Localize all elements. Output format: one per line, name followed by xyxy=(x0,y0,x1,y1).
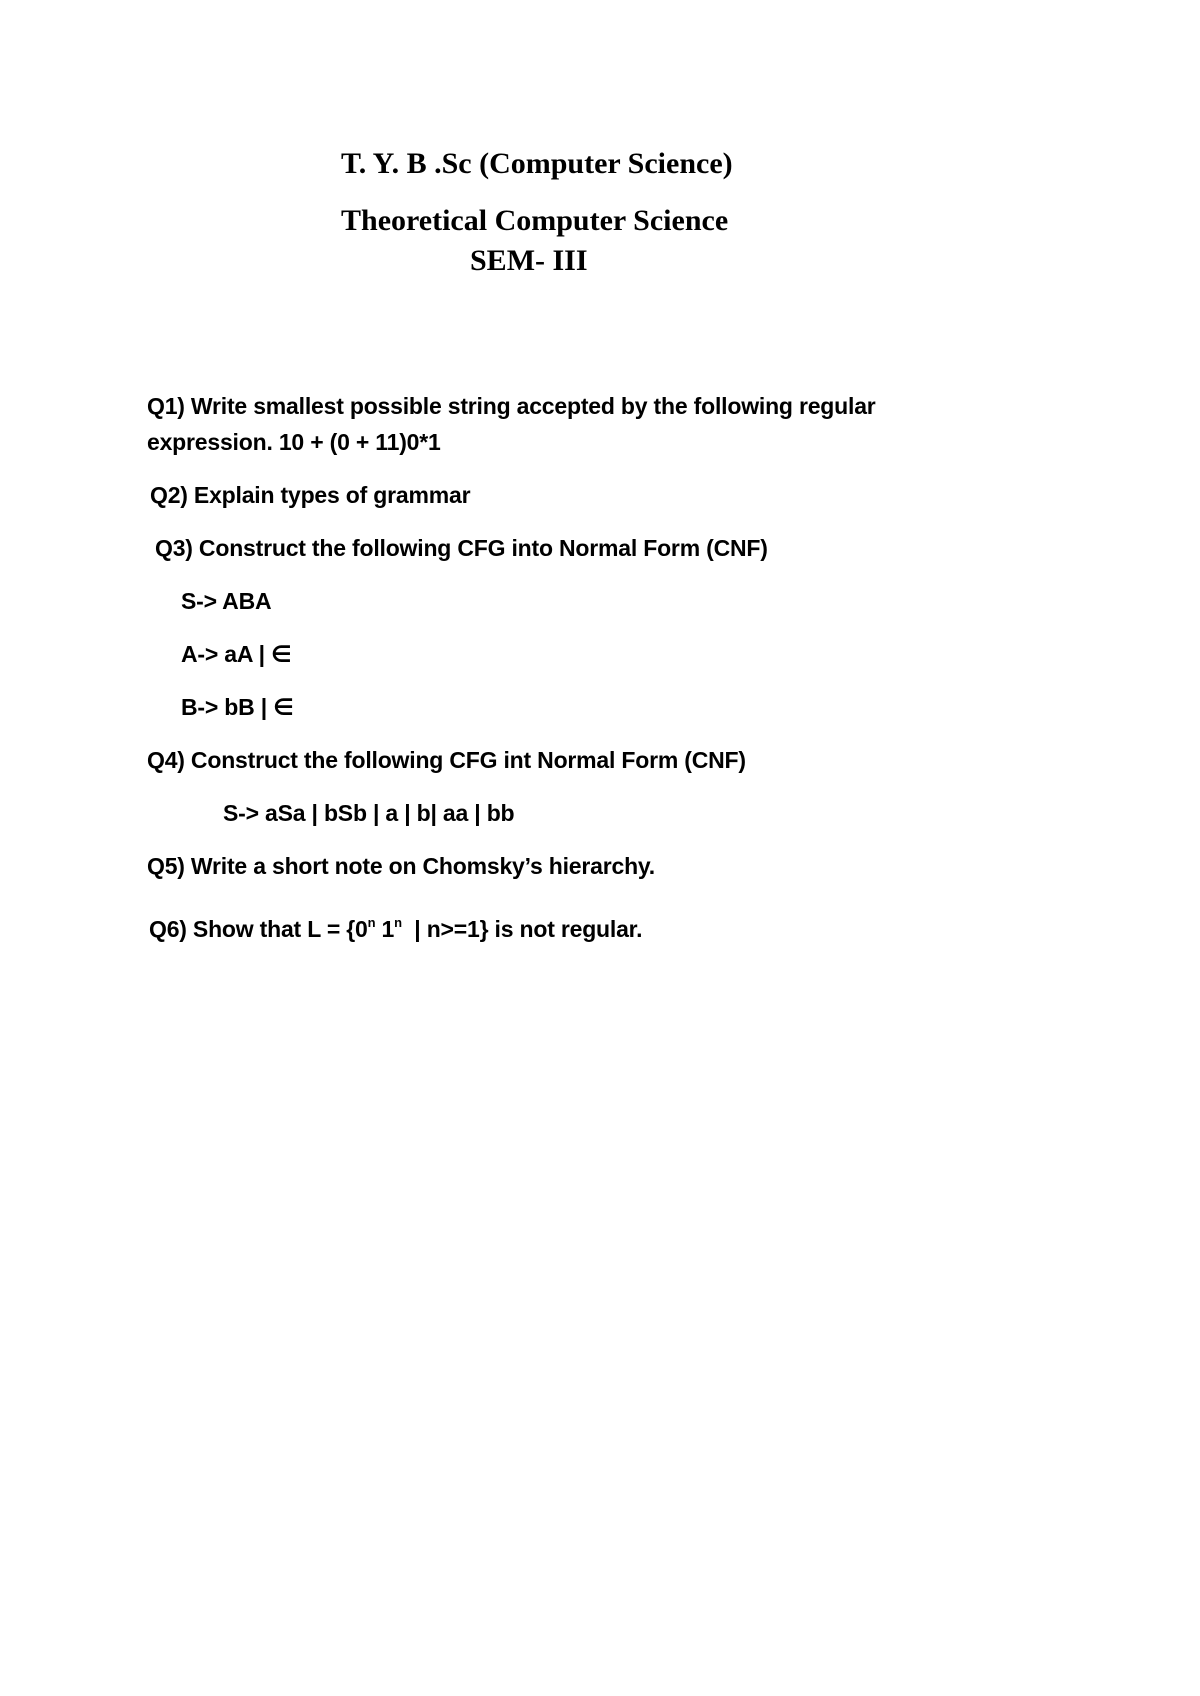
question-6-prefix: Q6) Show that L = {0 xyxy=(149,916,368,942)
subject-title: Theoretical Computer Science xyxy=(341,204,729,237)
semester-title: SEM- III xyxy=(470,244,588,277)
question-6 xyxy=(149,915,643,942)
question-4: Q4) Construct the following CFG int Normal Form (CNF) xyxy=(147,747,746,773)
question-3-rule-b: B-> bB | ∈ xyxy=(181,694,294,720)
question-1-line-2: expression. 10 + (0 + 11)0*1 xyxy=(147,429,441,455)
question-6-exponent-1: n xyxy=(367,915,376,930)
question-6-suffix: | n>=1} is not regular. xyxy=(401,916,643,942)
question-3: Q3) Construct the following CFG into Normal Form (CNF) xyxy=(155,535,768,561)
question-3-rule-s: S-> ABA xyxy=(181,588,272,614)
question-3-rule-a: A-> aA | ∈ xyxy=(181,641,292,667)
question-5: Q5) Write a short note on Chomsky’s hierarchy. xyxy=(147,853,655,879)
question-6-exponent-2: n xyxy=(394,915,402,930)
question-4-rule-s: S-> aSa | bSb | a | b| aa | bb xyxy=(223,800,515,826)
question-1-line-1: Q1) Write smallest possible string accepted by the following regular xyxy=(147,393,876,419)
course-title: T. Y. B .Sc (Computer Science) xyxy=(341,147,733,180)
question-2: Q2) Explain types of grammar xyxy=(150,482,471,508)
question-6-middle: 1 xyxy=(375,916,395,942)
